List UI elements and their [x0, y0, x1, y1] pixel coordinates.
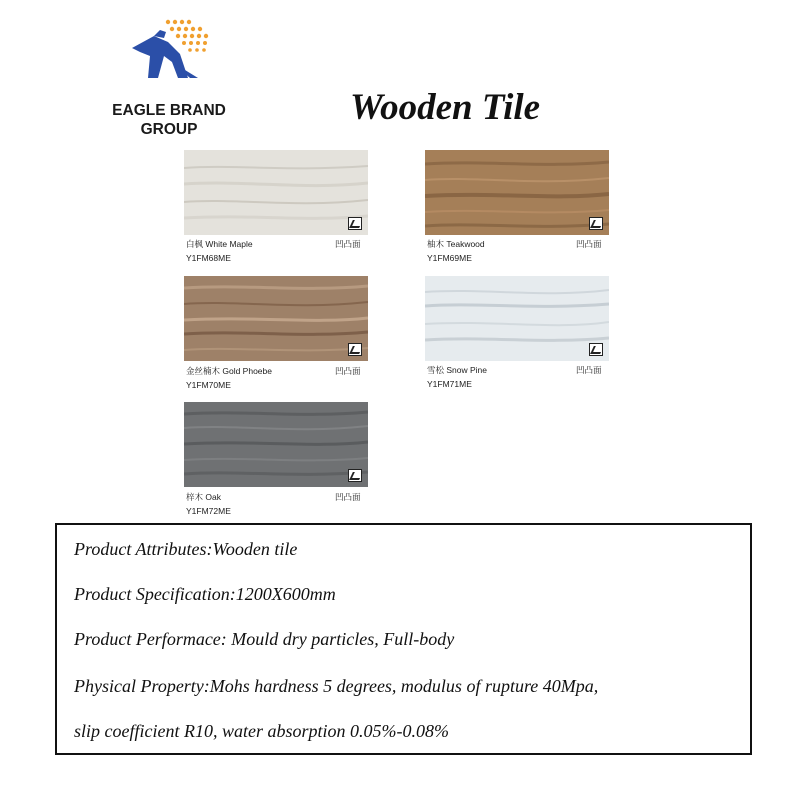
tile-image-gold-phoebe	[184, 276, 368, 361]
tile-surface: 凹凸面	[335, 239, 361, 249]
tile-code: Y1FM70ME	[186, 380, 231, 390]
brand-name-line1: EAGLE BRAND	[112, 102, 226, 119]
tile-surface: 凹凸面	[335, 366, 361, 376]
physical-property-text: Physical Property:Mohs hardness 5 degrees, modulus of rupture 40Mpa,	[74, 676, 599, 696]
tile-name: 雪松 Snow Pine	[427, 365, 487, 375]
eagle-logo-icon	[128, 14, 218, 86]
tile-surface: 凹凸面	[576, 239, 602, 249]
product-attributes-text: Product Attributes:Wooden tile	[74, 539, 298, 559]
surface-badge-icon	[348, 469, 362, 482]
physical-property-text-cont: slip coefficient R10, water absorption 0.05%-0.08%	[74, 721, 449, 741]
tile-image-oak	[184, 402, 368, 487]
tile-surface: 凹凸面	[576, 365, 602, 375]
tile-code: Y1FM72ME	[186, 506, 231, 516]
tile-code: Y1FM68ME	[186, 253, 231, 263]
page-title: Wooden Tile	[349, 87, 541, 128]
surface-badge-icon	[348, 217, 362, 230]
product-specification-text: Product Specification:1200X600mm	[74, 584, 336, 604]
tile-surface: 凹凸面	[335, 492, 361, 502]
tile-name: 梓木 Oak	[186, 492, 221, 502]
tile-name: 柚木 Teakwood	[427, 239, 485, 249]
brand-name	[95, 101, 243, 139]
tile-image-snow-pine	[425, 276, 609, 361]
tile-image-teakwood	[425, 150, 609, 235]
tile-name: 金丝楠木 Gold Phoebe	[186, 366, 272, 376]
surface-badge-icon	[589, 343, 603, 356]
tile-code: Y1FM71ME	[427, 379, 472, 389]
surface-badge-icon	[348, 343, 362, 356]
tile-name: 白枫 White Maple	[186, 239, 253, 249]
brand-name-line2: GROUP	[140, 121, 198, 138]
product-attributes-box	[55, 523, 752, 755]
tile-code: Y1FM69ME	[427, 253, 472, 263]
product-performance-text: Product Performace: Mould dry particles, Full-body	[74, 629, 455, 649]
tile-image-white-maple	[184, 150, 368, 235]
surface-badge-icon	[589, 217, 603, 230]
